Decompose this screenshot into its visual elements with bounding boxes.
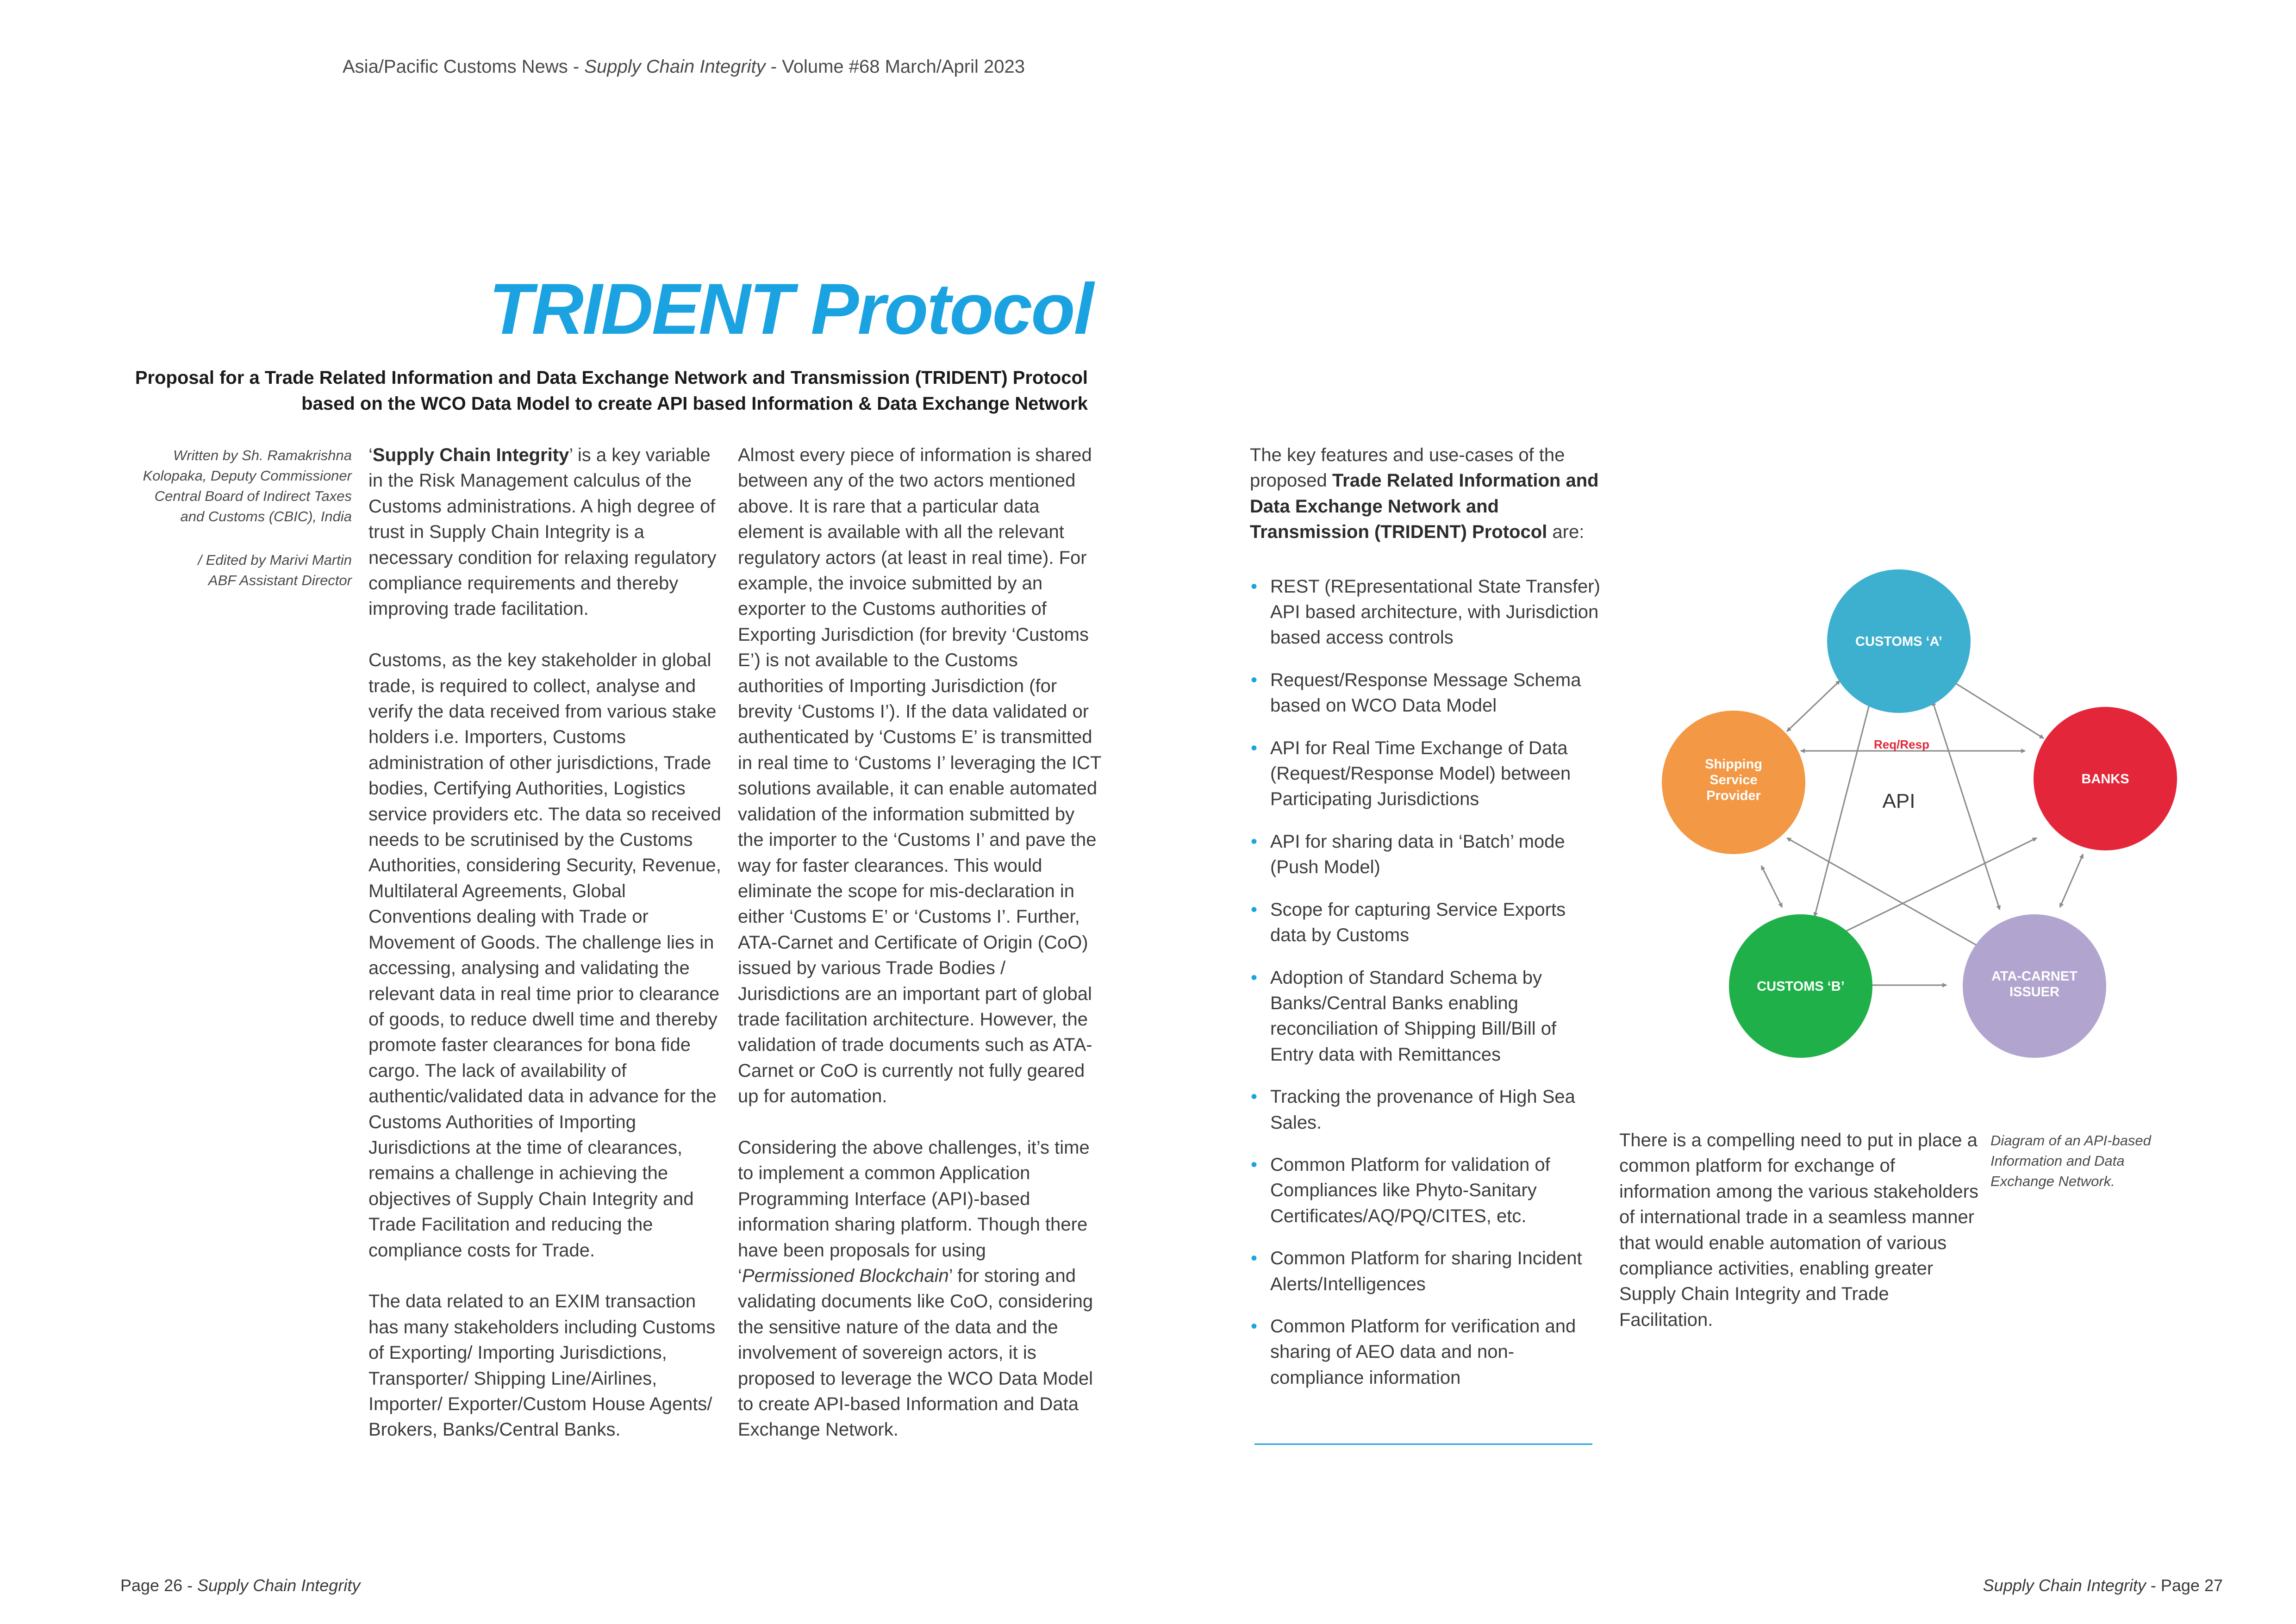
bullet-icon: • xyxy=(1251,831,1258,852)
article-subtitle-line-1: Proposal for a Trade Related Information and Data Exchange Network and Transmission (TRIDENT) Protocol xyxy=(135,368,1088,388)
feature-text: Common Platform for validation of Compliances like Phyto-Sanitary Certificates/AQ/PQ/CITES, etc. xyxy=(1270,1154,1550,1226)
features-intro xyxy=(1250,443,1602,545)
intro-text: The key features and use-cases of the proposed xyxy=(1250,445,1565,491)
req-resp-label: Req/Resp xyxy=(1874,737,1929,751)
feature-text: Request/Response Message Schema based on WCO Data Model xyxy=(1270,669,1581,716)
quote-mark: ‘ xyxy=(368,445,373,465)
feature-text: Adoption of Standard Schema by Banks/Central Banks enabling reconciliation of Shipping Bill/Bill of Entry data with Remittances xyxy=(1270,967,1557,1065)
body-paragraph: Customs, as the key stakeholder in global trade, is required to collect, analyse and verify the data received from various stake holders i.e. Importers, Customs administration of other jurisdictions, Trade bodies, Certifying Authorities, Logistics service providers etc. The data so received needs to be scrutinised by the Customs Authorities, considering Security, Revenue, Multilateral Agreements, Global Conventions dealing with Trade or Movement of Goods. The challenge lies in accessing, analysing and validating the relevant data in real time prior to clearance of goods, to reduce dwell time and thereby promote faster clearances for bona fide cargo. The lack of availability of authentic/validated data in advance for the Customs Authorities of Importing Jurisdictions at the time of clearances, remains a challenge in achieving the objectives of Supply Chain Integrity and Trade Facilitation and reducing the compliance costs for Trade. xyxy=(368,650,721,1261)
ata-label-line: ISSUER xyxy=(2009,985,2059,999)
node-customs-a xyxy=(1827,569,1971,713)
node-customs-b xyxy=(1729,914,1872,1058)
author-credit-line: and Customs (CBIC), India xyxy=(180,508,352,525)
feature-text: API for Real Time Exchange of Data (Request/Response Model) between Participating Jurisdictions xyxy=(1270,737,1571,810)
feature-item xyxy=(1250,574,1602,651)
editor-credit xyxy=(111,550,352,591)
shipping-label-line: Provider xyxy=(1706,788,1761,803)
feature-text: Common Platform for verification and sharing of AEO data and non-compliance information xyxy=(1270,1316,1576,1388)
conclusion-paragraph: There is a compelling need to put in place a common platform for exchange of information among the various stakeholders of international trade in a seamless manner that would enable automation of various compliance activities, enabling greater Supply Chain Integrity and Trade Facilitation. xyxy=(1619,1130,1978,1330)
paragraph-text: ’ is a key variable in the Risk Management calculus of the Customs administrations. A high degree of trust in Supply Chain Integrity is a necessary condition for relaxing regulatory compliance requirements and thereby improving trade facilitation. xyxy=(368,445,717,619)
header-publication: Asia/Pacific Customs News - xyxy=(343,56,585,77)
feature-text: Common Platform for sharing Incident Alerts/Intelligences xyxy=(1270,1248,1582,1294)
footer-section: Supply Chain Integrity xyxy=(197,1576,361,1595)
author-credit-line: Written by Sh. Ramakrishna xyxy=(173,447,352,463)
section-divider xyxy=(1254,1443,1592,1445)
feature-item xyxy=(1250,1152,1602,1229)
paragraph-text: ’ for storing and validating documents like CoO, considering the sensitive nature of the data and the involvement of sovereign actors, it is proposed to leverage the WCO Data Model to create API-based Information and Data Exchange Network. xyxy=(738,1265,1093,1440)
customs-b-label: CUSTOMS ‘B’ xyxy=(1757,979,1845,994)
feature-item xyxy=(1250,897,1602,949)
bullet-icon: • xyxy=(1251,576,1258,597)
bullet-icon: • xyxy=(1251,1248,1258,1269)
author-credit-line: Kolopaka, Deputy Commissioner xyxy=(143,468,352,484)
customs-a-label: CUSTOMS ‘A’ xyxy=(1855,634,1942,649)
header-section: Supply Chain Integrity xyxy=(584,56,766,77)
article-title: TRIDENT Protocol xyxy=(489,269,1092,350)
feature-text: API for sharing data in ‘Batch’ mode (Push Model) xyxy=(1270,831,1565,878)
footer-left xyxy=(120,1576,360,1595)
bullet-icon: • xyxy=(1251,669,1258,690)
feature-text: Tracking the provenance of High Sea Sales. xyxy=(1270,1087,1575,1133)
author-credit-line: Central Board of Indirect Taxes xyxy=(154,488,352,504)
term-permissioned-blockchain: Permissioned Blockchain xyxy=(742,1265,949,1286)
bullet-icon: • xyxy=(1251,967,1258,988)
body-column-1 xyxy=(368,443,730,1468)
feature-item xyxy=(1250,965,1602,1068)
ata-label-line: ATA-CARNET xyxy=(1991,969,2078,984)
feature-item xyxy=(1250,829,1602,881)
article-subtitle-line-2: based on the WCO Data Model to create API based Information & Data Exchange Network xyxy=(301,394,1088,414)
feature-item xyxy=(1250,668,1602,719)
term-supply-chain-integrity: Supply Chain Integrity xyxy=(372,445,569,465)
features-list xyxy=(1250,574,1602,1391)
arrow-shipping-customs-b xyxy=(1761,866,1782,907)
body-column-2 xyxy=(738,443,1104,1468)
bullet-icon: • xyxy=(1251,1154,1258,1175)
diagram-caption: Diagram of an API-based Information and Data Exchange Network. xyxy=(1990,1132,2151,1189)
arrow-customs-a-ata xyxy=(1933,701,2000,910)
paragraph-text: Considering the above challenges, it’s time to implement a common Application Programming Interface (API)-based information sharing platform. Though there have been proposals for using ‘ xyxy=(738,1137,1090,1286)
bullet-icon: • xyxy=(1251,737,1258,758)
feature-item xyxy=(1250,1314,1602,1391)
footer-section: Supply Chain Integrity xyxy=(1983,1576,2146,1595)
arrow-customs-a-shipping xyxy=(1787,681,1840,731)
body-paragraph xyxy=(738,1135,1104,1443)
body-paragraph: Almost every piece of information is shared between any of the two actors mentioned above. It is rare that a particular data element is available with all the relevant regulatory actors (at least in real time). For example, the invoice submitted by an exporter to the Customs authorities of Exporting Jurisdiction (for brevity ‘Customs E’) is not available to the Customs authorities of Importing Jurisdiction (for brevity ‘Customs I’). If the data validated or authenticated by ‘Customs E’ is transmitted in real time to ‘Customs I’ leveraging the ICT solutions available, it can enable automated validation of the information submitted by the importer to the ‘Customs I’ and pave the way for faster clearances. This would eliminate the scope for mis-declaration in either ‘Customs E’ or ‘Customs I’. Further, ATA-Carnet and Certificate of Origin (CoO) issued by various Trade Bodies / Jurisdictions are an important part of global trade facilitation architecture. However, the validation of trade documents such as ATA-Carnet or CoO is currently not fully geared up for automation. xyxy=(738,445,1101,1107)
body-paragraph xyxy=(368,443,730,622)
bullet-icon: • xyxy=(1251,1316,1258,1337)
arrow-banks-ata xyxy=(2060,854,2083,907)
author-credit xyxy=(111,445,352,527)
body-paragraph: The data related to an EXIM transaction has many stakeholders including Customs of Exporting/ Importing Jurisdictions, Transporter/ Shipping Line/Airlines, Importer/ Exporter/Custom House Agents/ Brokers, Banks/Central Banks. xyxy=(368,1291,716,1440)
bullet-icon: • xyxy=(1251,899,1258,920)
feature-item xyxy=(1250,1084,1602,1136)
footer-page-number: - Page 27 xyxy=(2146,1576,2223,1595)
node-banks xyxy=(2034,707,2177,850)
footer-right xyxy=(1983,1576,2223,1595)
feature-text: Scope for capturing Service Exports data by Customs xyxy=(1270,899,1566,946)
arrow-customs-a-banks xyxy=(1951,681,2044,738)
intro-protocol-name: Trade Related Information and Data Exchange Network and Transmission (TRIDENT) Protocol xyxy=(1250,470,1599,543)
node-ata-carnet-issuer xyxy=(1963,914,2106,1058)
features-column xyxy=(1250,443,1602,1407)
header-issue: - Volume #68 March/April 2023 xyxy=(765,56,1025,77)
feature-item xyxy=(1250,1246,1602,1297)
shipping-label-line: Service xyxy=(1710,773,1758,787)
footer-page-number: Page 26 - xyxy=(120,1576,198,1595)
running-header xyxy=(343,56,1129,77)
api-network-diagram xyxy=(1648,565,2194,1093)
node-shipping-service-provider xyxy=(1662,711,1805,854)
conclusion-column xyxy=(1619,1128,1985,1359)
bullet-icon: • xyxy=(1251,1087,1258,1107)
editor-credit-line: / Edited by Marivi Martin xyxy=(198,552,352,568)
intro-text: are: xyxy=(1547,522,1585,543)
editor-credit-line: ABF Assistant Director xyxy=(208,572,352,588)
shipping-label-line: Shipping xyxy=(1704,757,1763,772)
feature-item xyxy=(1250,736,1602,812)
feature-text: REST (REpresentational State Transfer) API based architecture, with Jurisdiction based access controls xyxy=(1270,576,1600,648)
arrow-customs-a-customs-b xyxy=(1815,701,1870,917)
banks-label: BANKS xyxy=(2081,772,2129,787)
api-center-label: API xyxy=(1882,790,1915,812)
